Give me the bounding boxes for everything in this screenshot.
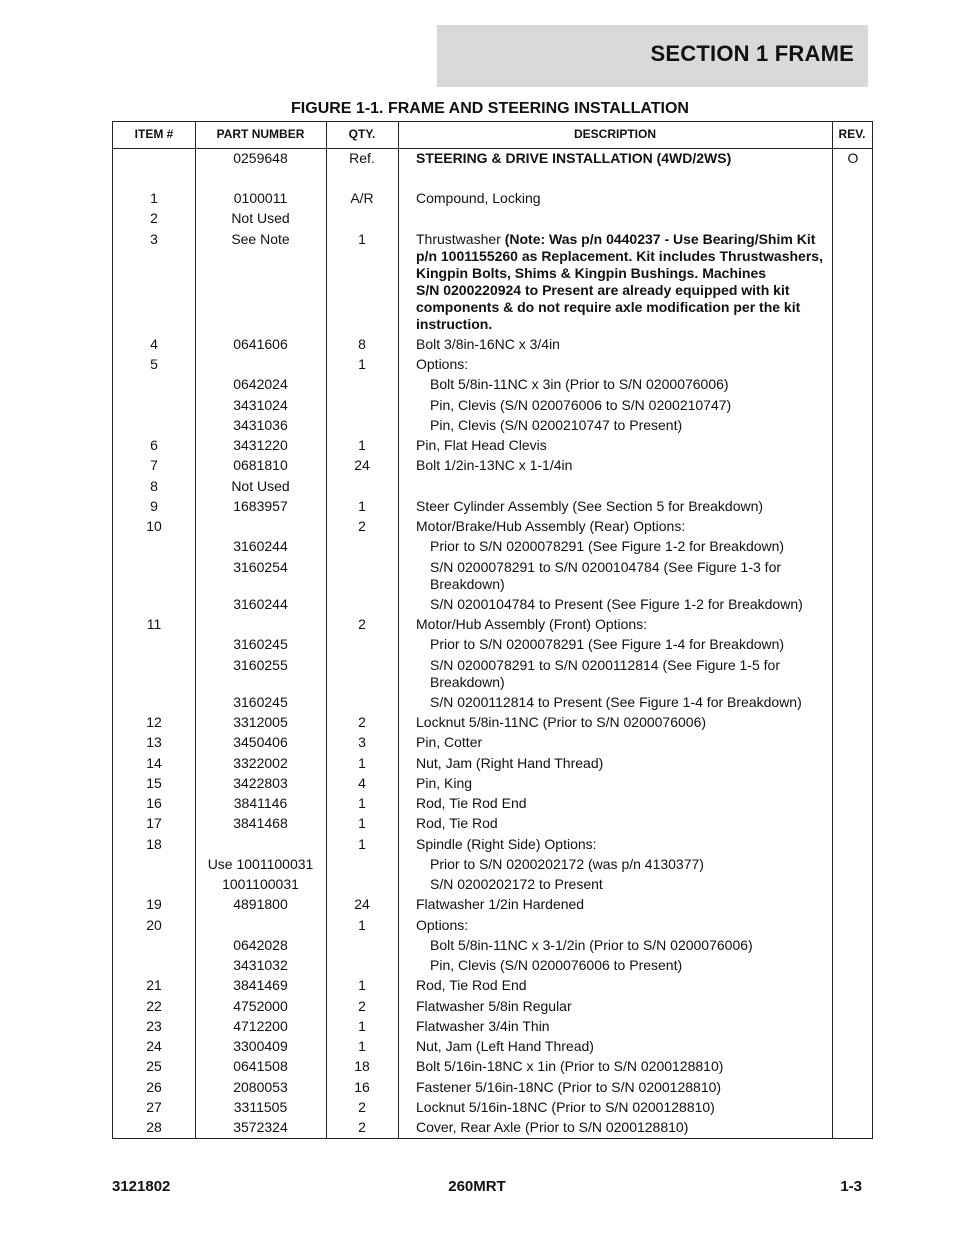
description-text: Pin, King [416, 774, 473, 791]
part-number: See Note [231, 230, 290, 247]
description-text: Compound, Locking [416, 190, 541, 206]
item-number: 27 [146, 1098, 162, 1115]
item-number: 17 [146, 815, 162, 832]
description [416, 336, 834, 353]
quantity: 1 [358, 815, 366, 832]
description [416, 616, 834, 633]
quantity: 1 [358, 977, 366, 994]
part-number: 3160255 [233, 656, 288, 673]
quantity: 24 [354, 457, 370, 474]
quantity: Ref. [349, 150, 375, 166]
item-number: 18 [146, 835, 162, 852]
item-number: 24 [146, 1038, 162, 1054]
description-note-line: Kingpin Bolts, Shims & Kingpin Bushings. Machines [416, 264, 767, 281]
header-description: DESCRIPTION [573, 127, 656, 141]
description [416, 917, 834, 934]
description [416, 977, 834, 994]
description [430, 694, 834, 711]
description-text: Fastener 5/16in-18NC (Prior to S/N 0200128810) [416, 1078, 722, 1095]
description-text: Rod, Tie Rod End [416, 795, 527, 811]
description-text: Rod, Tie Rod End [416, 977, 527, 994]
quantity: 1 [358, 1017, 366, 1034]
part-number: 3431036 [233, 416, 288, 433]
description-text: Pin, Cotter [416, 734, 483, 751]
item-number: 9 [150, 497, 158, 514]
quantity: A/R [350, 190, 374, 206]
item-number: 23 [146, 1017, 162, 1034]
description-text: Bolt 3/8in-16NC x 3/4in [416, 335, 560, 352]
part-number: 3431032 [233, 957, 288, 973]
description [416, 437, 834, 454]
description [416, 1119, 834, 1136]
quantity: 16 [354, 1078, 370, 1095]
part-number: 3160245 [233, 636, 288, 653]
description-text: Bolt 5/8in-11NC x 3in (Prior to S/N 0200076006) [430, 376, 729, 393]
quantity: 3 [358, 734, 366, 751]
description [430, 596, 834, 613]
description [430, 559, 834, 593]
part-number: 2080053 [233, 1078, 288, 1095]
part-number: 4712200 [233, 1017, 288, 1034]
description [416, 714, 834, 731]
part-number: 0641606 [233, 335, 288, 352]
quantity: 1 [358, 437, 366, 453]
part-number: 3431024 [233, 396, 288, 413]
description [416, 896, 834, 913]
description-text: Nut, Jam (Right Hand Thread) [416, 754, 604, 771]
description-continuation: Breakdown) [430, 673, 505, 690]
item-number: 1 [150, 190, 158, 206]
item-number: 11 [146, 616, 162, 632]
description-text: Prior to S/N 0200078291 (See Figure 1-2 for Breakdown) [430, 538, 785, 555]
item-number: 10 [146, 518, 162, 534]
item-number: 3 [150, 230, 158, 247]
item-number: 6 [150, 437, 158, 453]
description-text: Locknut 5/8in-11NC (Prior to S/N 0200076006) [416, 714, 707, 730]
quantity: 8 [358, 335, 366, 352]
header-part-number: PART NUMBER [216, 127, 305, 141]
item-number: 25 [146, 1058, 162, 1075]
description-text: S/N 0200104784 to Present (See Figure 1-2 for Breakdown) [430, 595, 803, 612]
item-number: 20 [146, 916, 162, 933]
description-text: Options: [416, 916, 469, 933]
item-number: 13 [146, 734, 162, 751]
description [416, 1079, 834, 1096]
description-text: Pin, Flat Head Clevis [416, 437, 547, 453]
header-item: ITEM # [134, 127, 174, 141]
description-text: Prior to S/N 0200202172 (was p/n 4130377) [430, 855, 704, 872]
description-note-line: (Note: Was p/n 0440237 - Use Bearing/Shim Kit [504, 230, 816, 247]
item-number: 4 [150, 335, 158, 352]
part-number: Use 1001100031 [207, 855, 314, 872]
description [430, 376, 834, 393]
description-text: Bolt 5/16in-18NC x 1in (Prior to S/N 0200128810) [416, 1058, 724, 1075]
description-text: S/N 0200078291 to S/N 0200112814 (See Figure 1-5 for [430, 656, 780, 673]
description [430, 657, 834, 691]
header-divider [113, 148, 872, 149]
part-number: 3160254 [233, 558, 288, 575]
part-number: 3300409 [233, 1038, 288, 1054]
quantity: 1 [358, 356, 366, 372]
section-header [437, 25, 868, 87]
description-text: Rod, Tie Rod [416, 815, 498, 832]
part-number: 0259648 [233, 150, 288, 166]
part-number: 3841146 [233, 795, 288, 811]
description-text: Pin, Clevis (S/N 0200210747 to Present) [430, 416, 683, 433]
description [416, 1058, 834, 1075]
description [416, 457, 834, 474]
description [430, 397, 834, 414]
description-note-line: S/N 0200220924 to Present are already equipped with kit [416, 281, 790, 298]
part-number: 3450406 [233, 734, 288, 751]
part-number: 0641508 [233, 1058, 288, 1075]
description [416, 755, 834, 772]
item-number: 22 [146, 997, 162, 1014]
quantity: 2 [358, 1098, 366, 1115]
description [430, 937, 834, 954]
description [416, 1018, 834, 1035]
part-number: 3422803 [233, 774, 288, 791]
description-text: Bolt 1/2in-13NC x 1-1/4in [416, 457, 573, 474]
description [430, 957, 834, 974]
description-text: S/N 0200202172 to Present [430, 876, 603, 892]
quantity: 2 [358, 997, 366, 1014]
part-number: 0681810 [233, 457, 288, 474]
footer-model: 260MRT [448, 1178, 506, 1195]
description [416, 734, 834, 751]
header-qty: QTY. [348, 127, 376, 141]
quantity: 1 [358, 835, 366, 852]
parts-table [112, 121, 873, 1139]
description-continuation: Breakdown) [430, 575, 505, 592]
description-text: Flatwasher 5/8in Regular [416, 997, 572, 1014]
quantity: 1 [358, 1038, 366, 1054]
description [416, 150, 834, 167]
description-text: Spindle (Right Side) Options: [416, 835, 597, 852]
description-text: Prior to S/N 0200078291 (See Figure 1-4 for Breakdown) [430, 636, 785, 653]
item-number: 7 [150, 457, 158, 474]
item-number: 5 [150, 356, 158, 372]
description-text: S/N 0200112814 to Present (See Figure 1-4 for Breakdown) [430, 693, 802, 710]
description-text: Motor/Hub Assembly (Front) Options: [416, 616, 648, 632]
description [416, 1099, 834, 1116]
part-number: 3431220 [233, 437, 288, 453]
description [416, 795, 834, 812]
description-note-line: instruction. [416, 315, 493, 332]
description [430, 636, 834, 653]
part-number: 3312005 [233, 714, 288, 730]
part-number: 3841468 [233, 815, 288, 832]
description-text: Flatwasher 1/2in Hardened [416, 896, 585, 913]
revision: O [847, 150, 859, 166]
part-number: 3311505 [233, 1098, 288, 1115]
part-number: 3322002 [233, 754, 288, 771]
description [430, 856, 834, 873]
item-number: 2 [150, 210, 158, 227]
item-number: 21 [146, 977, 162, 994]
description-text: Motor/Brake/Hub Assembly (Rear) Options: [416, 518, 686, 534]
part-number: 3572324 [233, 1119, 288, 1135]
part-number: 4891800 [233, 896, 288, 913]
column-divider [398, 122, 399, 1138]
description [416, 518, 834, 535]
description [416, 836, 834, 853]
item-number: 14 [146, 754, 162, 771]
description [416, 231, 834, 333]
part-number: 3160245 [233, 693, 288, 710]
description [430, 417, 834, 434]
description [430, 538, 834, 555]
description-text: Locknut 5/16in-18NC (Prior to S/N 0200128810) [416, 1098, 715, 1115]
description-text: Nut, Jam (Left Hand Thread) [416, 1038, 594, 1054]
part-number: 4752000 [233, 997, 288, 1014]
description [416, 356, 834, 373]
part-number: Not Used [231, 477, 290, 494]
description-text: Thrustwasher [416, 230, 505, 247]
item-number: 15 [146, 774, 162, 791]
part-number: 0642024 [233, 376, 288, 393]
description-text: Bolt 5/8in-11NC x 3-1/2in (Prior to S/N 0200076006) [430, 936, 753, 953]
footer-page-number: 1-3 [840, 1178, 862, 1195]
part-number: 0642028 [233, 936, 288, 953]
description-text: S/N 0200078291 to S/N 0200104784 (See Figure 1-3 for [430, 558, 782, 575]
quantity: 2 [358, 1119, 366, 1135]
description-text: Options: [416, 356, 469, 372]
item-number: 26 [146, 1078, 162, 1095]
part-number: 0100011 [233, 190, 288, 206]
description [416, 1038, 834, 1055]
part-number: 3841469 [233, 977, 288, 994]
quantity: 1 [358, 230, 366, 247]
description-text: Steer Cylinder Assembly (See Section 5 for Breakdown) [416, 497, 764, 514]
description [416, 815, 834, 832]
figure-title: FIGURE 1-1. FRAME AND STEERING INSTALLATION [291, 100, 689, 117]
part-number: 1001100031 [222, 876, 299, 892]
part-number: 3160244 [233, 538, 288, 555]
quantity: 1 [358, 497, 366, 514]
description [430, 876, 834, 893]
part-number: Not Used [231, 210, 290, 227]
description-note-line: components & do not require axle modification per the kit [416, 298, 801, 315]
description-text: Flatwasher 3/4in Thin [416, 1017, 550, 1034]
quantity: 4 [358, 774, 366, 791]
quantity: 2 [358, 714, 366, 730]
item-number: 8 [150, 477, 158, 494]
part-number: 3160244 [233, 595, 288, 612]
description-text: Pin, Clevis (S/N 020076006 to S/N 0200210747) [430, 396, 732, 413]
item-number: 12 [146, 714, 162, 730]
header-rev: REV. [838, 127, 866, 141]
quantity: 2 [358, 616, 366, 632]
footer-doc-number: 3121802 [112, 1178, 171, 1195]
quantity: 1 [358, 916, 366, 933]
part-number: 1683957 [233, 497, 288, 514]
quantity: 1 [358, 754, 366, 771]
quantity: 1 [358, 795, 366, 811]
section-title: SECTION 1 FRAME [650, 41, 854, 66]
description-note-line: p/n 1001155260 as Replacement. Kit includes Thrustwashers, [416, 247, 823, 264]
description-text: Pin, Clevis (S/N 0200076006 to Present) [430, 957, 683, 973]
quantity: 18 [354, 1058, 370, 1075]
description [416, 498, 834, 515]
description [416, 775, 834, 792]
quantity: 2 [358, 518, 366, 534]
description-text: STEERING & DRIVE INSTALLATION (4WD/2WS) [416, 150, 732, 166]
description [416, 190, 834, 207]
item-number: 16 [146, 795, 162, 811]
description-text: Cover, Rear Axle (Prior to S/N 0200128810) [416, 1119, 689, 1135]
item-number: 19 [146, 896, 162, 913]
description [416, 998, 834, 1015]
quantity: 24 [354, 896, 370, 913]
item-number: 28 [146, 1119, 162, 1135]
